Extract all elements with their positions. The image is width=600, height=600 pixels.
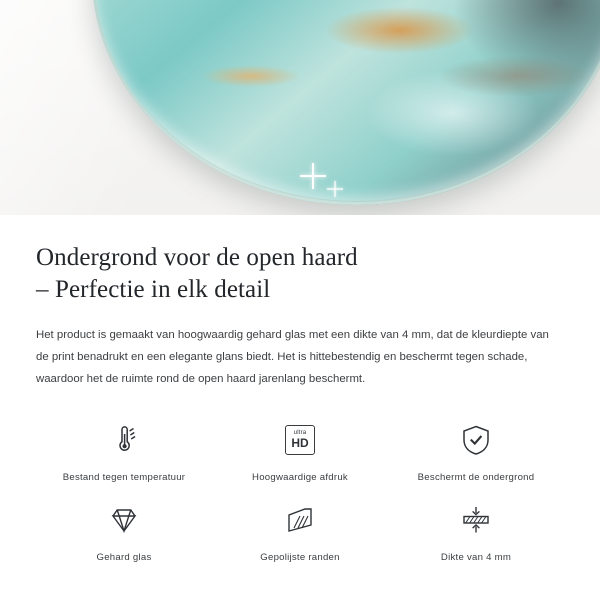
thermometer-icon xyxy=(101,417,147,463)
diamond-icon xyxy=(101,497,147,543)
shield-check-icon xyxy=(453,417,499,463)
page-title-line-1: Ondergrond voor de open haard xyxy=(36,244,358,271)
feature-grid xyxy=(36,417,564,563)
polished-edges-icon xyxy=(277,497,323,543)
text-content xyxy=(0,242,600,563)
feature-label: Hoogwaardige afdruk xyxy=(252,471,348,483)
product-description-paragraph: Het product is gemaakt van hoogwaardig gehard glas met een dikte van 4 mm, dat de kleurdiepte van de print benadrukt en een elegante glans biedt. Het is hittebestendig en beschermt tegen schade, waardoor het de ruimte rond de open haard jarenlang beschermt. xyxy=(36,329,549,386)
feature-label: Beschermt de ondergrond xyxy=(417,471,535,483)
hero-product-image xyxy=(0,0,600,215)
ultra-hd-icon xyxy=(277,417,323,463)
feature-item xyxy=(36,417,212,483)
ultra-hd-badge-top: ultra xyxy=(293,430,307,437)
page-title-line-2: – Perfectie in elk detail xyxy=(36,276,271,303)
feature-label: Bestand tegen temperatuur xyxy=(62,471,186,483)
glass-plate xyxy=(92,0,600,205)
thickness-arrows-icon xyxy=(453,497,499,543)
sparkle-icon xyxy=(327,181,343,197)
feature-label: Dikte van 4 mm xyxy=(440,551,512,563)
feature-item xyxy=(388,497,564,563)
feature-item xyxy=(36,497,212,563)
sparkle-icon xyxy=(300,163,326,189)
feature-item xyxy=(388,417,564,483)
ultra-hd-badge-bottom: HD xyxy=(291,436,309,451)
feature-item xyxy=(212,417,388,483)
page-title xyxy=(36,242,564,306)
feature-label: Gehard glas xyxy=(96,551,152,563)
feature-label: Gepolijste randen xyxy=(260,551,340,563)
feature-item xyxy=(212,497,388,563)
